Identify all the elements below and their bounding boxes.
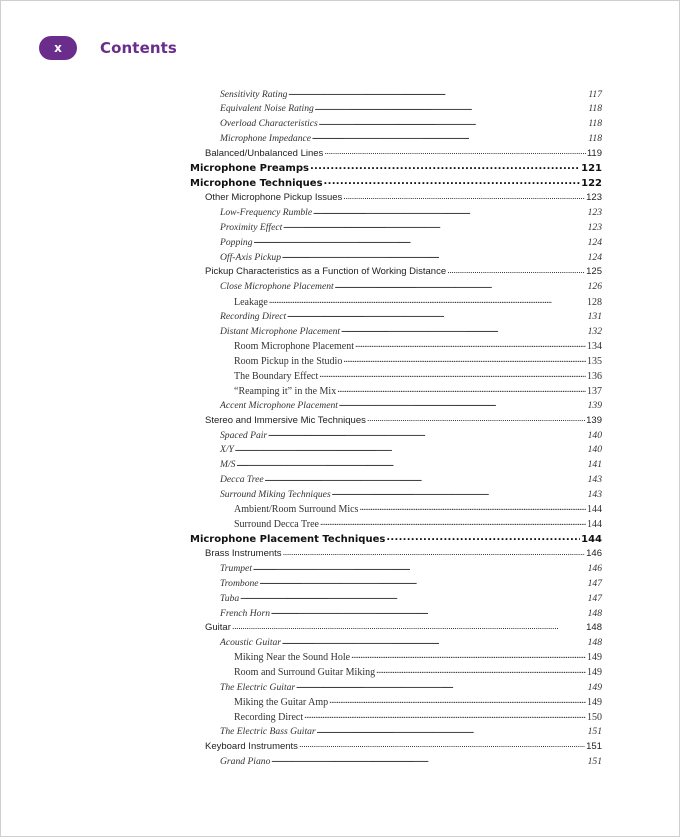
dot-leader [296, 680, 586, 690]
toc-entry[interactable] [190, 621, 602, 636]
toc-entry[interactable] [190, 725, 602, 740]
toc-entry-page-number: 119 [586, 147, 602, 159]
toc-entry[interactable] [190, 428, 602, 443]
toc-entry-page-number: 144 [581, 533, 602, 545]
dot-leader [335, 280, 587, 290]
toc-entry[interactable] [190, 235, 602, 250]
toc-entry-title: Distant Microphone Placement [220, 325, 341, 337]
toc-entry-title: Surround Miking Techniques [220, 488, 331, 500]
toc-entry-page-number: 146 [587, 563, 602, 575]
toc-entry-title: Balanced/Unbalanced Lines [205, 147, 324, 159]
toc-entry-page-number: 117 [588, 88, 602, 100]
toc-entry[interactable] [190, 502, 602, 517]
dot-leader [317, 725, 587, 735]
toc-entry[interactable] [190, 591, 602, 606]
toc-entry[interactable] [190, 606, 602, 621]
toc-entry[interactable] [190, 220, 602, 235]
toc-entry[interactable] [190, 87, 602, 102]
toc-entry-page-number: 143 [587, 474, 602, 486]
toc-entry-title: Leakage [234, 296, 268, 308]
dot-leader [283, 547, 586, 557]
toc-entry-title: Guitar [205, 622, 231, 634]
toc-entry-title: Trombone [220, 577, 259, 589]
toc-entry-title: “Reamping it” in the Mix [234, 385, 337, 397]
dot-leader [265, 473, 587, 483]
toc-entry[interactable] [190, 443, 602, 458]
toc-entry[interactable] [190, 324, 602, 339]
toc-entry-page-number: 149 [587, 652, 602, 664]
toc-entry[interactable] [190, 710, 602, 725]
toc-entry-page-number: 147 [587, 577, 602, 589]
toc-entry-title: Acoustic Guitar [220, 637, 282, 649]
toc-entry-title: Recording Direct [234, 711, 304, 723]
dot-leader [254, 235, 587, 245]
toc-entry-page-number: 134 [587, 341, 602, 353]
toc-entry-title: Microphone Preamps [190, 163, 309, 175]
toc-entry-title: Miking the Guitar Amp [234, 696, 329, 708]
dot-leader [319, 117, 588, 127]
toc-entry-page-number: 121 [581, 163, 602, 175]
toc-entry[interactable] [190, 473, 602, 488]
toc-entry-page-number: 151 [587, 755, 602, 767]
toc-entry-title: Microphone Placement Techniques [190, 533, 386, 545]
dot-leader [232, 621, 585, 631]
toc-entry[interactable] [190, 206, 602, 221]
page-number-badge: x [39, 36, 77, 60]
dot-leader [304, 710, 586, 720]
toc-entry[interactable] [190, 339, 602, 354]
toc-entry-title: Microphone Impedance [220, 133, 312, 145]
toc-entry-title: Decca Tree [220, 474, 264, 486]
toc-entry-page-number: 144 [587, 504, 602, 516]
toc-entry[interactable] [190, 280, 602, 295]
toc-entry[interactable] [190, 369, 602, 384]
dot-leader [332, 487, 587, 497]
toc-entry-title: French Horn [220, 607, 271, 619]
dot-leader [320, 517, 586, 527]
dot-leader [271, 606, 587, 616]
toc-entry[interactable] [190, 458, 602, 473]
toc-entry[interactable] [190, 487, 602, 502]
dot-leader [376, 665, 586, 675]
toc-entry-title: Pickup Characteristics as a Function of Working Distance [205, 266, 447, 278]
toc-entry[interactable] [190, 102, 602, 117]
toc-entry-page-number: 148 [587, 607, 602, 619]
toc-entry-page-number: 140 [587, 429, 602, 441]
dot-leader [355, 339, 586, 349]
toc-entry[interactable] [190, 131, 602, 146]
toc-entry-page-number: 124 [587, 251, 602, 263]
toc-entry-title: The Electric Guitar [220, 681, 296, 693]
toc-entry-title: Other Microphone Pickup Issues [205, 192, 343, 204]
toc-entry[interactable] [190, 739, 602, 754]
dot-leader [253, 562, 587, 572]
toc-entry-title: X/Y [220, 444, 234, 456]
toc-entry-page-number: 128 [587, 296, 602, 308]
toc-entry-page-number: 146 [586, 548, 602, 560]
toc-entry-page-number: 125 [586, 266, 602, 278]
toc-entry-page-number: 148 [587, 637, 602, 649]
toc-entry[interactable] [190, 517, 602, 532]
dot-leader [313, 206, 587, 216]
dot-leader [288, 87, 587, 97]
page-header [39, 36, 177, 60]
toc-entry-title: Room Microphone Placement [234, 341, 354, 353]
toc-entry-page-number: 140 [587, 444, 602, 456]
dot-leader [268, 428, 586, 438]
toc-entry-page-number: 151 [587, 726, 602, 738]
dot-leader [367, 413, 585, 423]
toc-entry[interactable] [190, 309, 602, 324]
toc-entry-title: Keyboard Instruments [205, 740, 298, 752]
toc-entry-title: The Boundary Effect [234, 370, 319, 382]
toc-entry-page-number: 141 [587, 459, 602, 471]
dot-leader [386, 532, 580, 542]
toc-entry[interactable] [190, 398, 602, 413]
toc-entry-title: Popping [220, 236, 253, 248]
toc-entry-title: Recording Direct [220, 311, 287, 323]
toc-entry[interactable] [190, 636, 602, 651]
toc-entry-page-number: 149 [587, 667, 602, 679]
dot-leader [319, 369, 586, 379]
toc-entry[interactable] [190, 384, 602, 399]
toc-entry-page-number: 139 [586, 414, 602, 426]
toc-entry-page-number: 131 [587, 311, 602, 323]
toc-entry-title: Surround Decca Tree [234, 519, 319, 531]
toc-entry-title: Microphone Techniques [190, 177, 323, 189]
dot-leader [271, 754, 586, 764]
dot-leader [282, 250, 587, 260]
toc-entry[interactable] [190, 562, 602, 577]
toc-entry-title: Equivalent Noise Rating [220, 103, 314, 115]
dot-leader [343, 191, 585, 201]
toc-entry[interactable] [190, 680, 602, 695]
toc-entry[interactable] [190, 295, 602, 310]
toc-entry-title: Room Pickup in the Studio [234, 355, 343, 367]
toc-entry-title: Tuba [220, 592, 240, 604]
toc-entry[interactable] [190, 754, 602, 769]
toc-entry-title: Proximity Effect [220, 222, 283, 234]
dot-leader [269, 295, 586, 305]
toc-entry-page-number: 123 [587, 222, 602, 234]
toc-entry-page-number: 151 [586, 740, 602, 752]
toc-entry[interactable] [190, 532, 602, 547]
toc-entry-page-number: 118 [588, 133, 602, 145]
toc-entry[interactable] [190, 695, 602, 710]
toc-entry-title: The Electric Bass Guitar [220, 726, 316, 738]
toc-entry-title: Trumpet [220, 563, 252, 575]
dot-leader [240, 591, 586, 601]
toc-entry-page-number: 122 [581, 177, 602, 189]
toc-entry-title: Overload Characteristics [220, 118, 318, 130]
dot-leader [236, 458, 586, 468]
toc-entry[interactable] [190, 650, 602, 665]
toc-entry-page-number: 149 [587, 696, 602, 708]
toc-entry-page-number: 132 [587, 325, 602, 337]
dot-leader [260, 576, 587, 586]
toc-entry-page-number: 149 [587, 681, 602, 693]
toc-entry-page-number: 137 [587, 385, 602, 397]
toc-entry-page-number: 144 [587, 519, 602, 531]
dot-leader [339, 398, 587, 408]
toc-entry[interactable] [190, 265, 602, 280]
toc-entry-page-number: 124 [587, 236, 602, 248]
page-title: Contents [100, 39, 177, 57]
dot-leader [310, 161, 580, 171]
toc-entry-page-number: 123 [587, 207, 602, 219]
toc-entry[interactable] [190, 250, 602, 265]
toc-entry[interactable] [190, 413, 602, 428]
toc-entry[interactable] [190, 191, 602, 206]
dot-leader [447, 265, 585, 275]
toc-entry-page-number: 126 [587, 281, 602, 293]
toc-entry[interactable] [190, 665, 602, 680]
toc-entry-title: Accent Microphone Placement [220, 399, 338, 411]
toc-entry[interactable] [190, 146, 602, 161]
toc-entry-page-number: 150 [587, 711, 602, 723]
toc-entry-page-number: 118 [588, 118, 602, 130]
toc-entry[interactable] [190, 354, 602, 369]
toc-entry-title: Grand Piano [220, 755, 271, 767]
toc-entry-page-number: 143 [587, 488, 602, 500]
toc-entry[interactable] [190, 176, 602, 191]
dot-leader [287, 309, 586, 319]
table-of-contents [190, 87, 602, 769]
toc-entry[interactable] [190, 576, 602, 591]
dot-leader [282, 636, 587, 646]
dot-leader [359, 502, 586, 512]
dot-leader [351, 650, 586, 660]
dot-leader [329, 695, 586, 705]
toc-entry-title: Sensitivity Rating [220, 88, 288, 100]
toc-entry-page-number: 136 [587, 370, 602, 382]
toc-entry-title: Room and Surround Guitar Miking [234, 667, 376, 679]
toc-entry-page-number: 135 [587, 355, 602, 367]
toc-entry-page-number: 139 [587, 399, 602, 411]
toc-entry[interactable] [190, 547, 602, 562]
toc-entry-title: Close Microphone Placement [220, 281, 334, 293]
toc-entry-page-number: 118 [588, 103, 602, 115]
toc-entry-title: Ambient/Room Surround Mics [234, 504, 359, 516]
toc-entry-title: Brass Instruments [205, 548, 282, 560]
toc-entry-page-number: 147 [587, 592, 602, 604]
toc-entry-page-number: 123 [586, 192, 602, 204]
dot-leader [337, 384, 586, 394]
dot-leader [312, 131, 587, 141]
toc-entry[interactable] [190, 117, 602, 132]
dot-leader [324, 146, 586, 156]
toc-entry-title: M/S [220, 459, 236, 471]
toc-entry-title: Off-Axis Pickup [220, 251, 282, 263]
dot-leader [283, 220, 586, 230]
dot-leader [299, 739, 585, 749]
toc-entry[interactable] [190, 161, 602, 176]
dot-leader [324, 176, 581, 186]
dot-leader [343, 354, 586, 364]
toc-entry-title: Miking Near the Sound Hole [234, 652, 351, 664]
dot-leader [341, 324, 587, 334]
toc-entry-title: Stereo and Immersive Mic Techniques [205, 414, 366, 426]
toc-entry-title: Low-Frequency Rumble [220, 207, 313, 219]
dot-leader [315, 102, 588, 112]
toc-entry-page-number: 148 [586, 622, 602, 634]
toc-entry-title: Spaced Pair [220, 429, 268, 441]
dot-leader [235, 443, 587, 453]
